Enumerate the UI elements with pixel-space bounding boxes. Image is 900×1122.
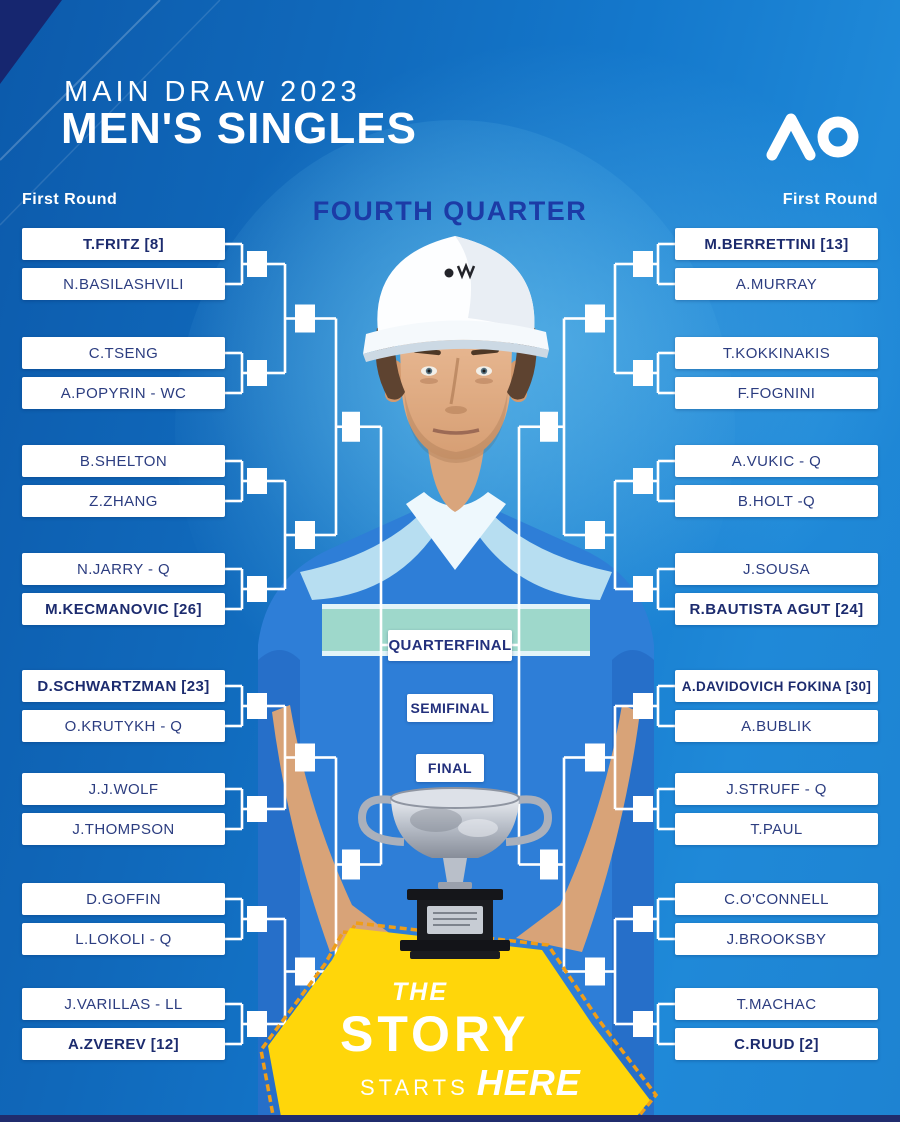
ao-logo-icon xyxy=(760,106,870,166)
player-name: M.KECMANOVIC [26] xyxy=(45,600,202,618)
player-name: A.MURRAY xyxy=(735,275,818,293)
player-box xyxy=(675,710,878,742)
player-name: A.DAVIDOVICH FOKINA [30] xyxy=(681,678,872,694)
event-title: MEN'S SINGLES xyxy=(61,104,417,153)
player-name: T.FRITZ [8] xyxy=(82,235,165,253)
player-name: B.SHELTON xyxy=(79,452,168,470)
player-name: M.BERRETTINI [13] xyxy=(704,235,849,253)
player-box xyxy=(675,377,878,409)
player-box xyxy=(22,377,225,409)
first-round-label-left: First Round xyxy=(22,191,118,208)
player-name: D.GOFFIN xyxy=(86,890,161,908)
player-box xyxy=(675,337,878,369)
quarterfinal-label: QUARTERFINAL xyxy=(388,630,512,661)
story-line-the: THE xyxy=(392,978,448,1006)
player-name: N.JARRY - Q xyxy=(76,560,171,578)
player-box xyxy=(675,485,878,517)
player-box xyxy=(22,485,225,517)
player-name: N.BASILASHVILI xyxy=(63,275,184,293)
player-name: J.SOUSA xyxy=(743,560,810,578)
player-name: B.HOLT -Q xyxy=(737,492,816,510)
player-box xyxy=(675,988,878,1020)
story-banner-text xyxy=(340,980,580,1101)
player-box xyxy=(22,268,225,300)
player-name: O.KRUTYKH - Q xyxy=(64,717,183,735)
player-name: F.FOGNINI xyxy=(737,384,816,402)
player-box xyxy=(22,1028,225,1060)
player-box xyxy=(675,445,878,477)
player-box xyxy=(675,813,878,845)
player-box xyxy=(675,593,878,625)
player-name: J.J.WOLF xyxy=(88,780,159,798)
player-name: T.KOKKINAKIS xyxy=(722,344,831,362)
main-draw-title: MAIN DRAW 2023 xyxy=(64,76,361,108)
player-name: A.ZVEREV [12] xyxy=(67,1035,180,1053)
story-line-here: HERE xyxy=(476,1062,581,1103)
player-name: J.VARILLAS - LL xyxy=(64,995,183,1013)
player-name: D.SCHWARTZMAN [23] xyxy=(37,677,210,695)
player-name: J.BROOKSBY xyxy=(726,930,827,948)
player-name: A.BUBLIK xyxy=(741,717,812,735)
player-name: J.THOMPSON xyxy=(72,820,175,838)
semifinal-label: SEMIFINAL xyxy=(407,694,493,722)
player-name: C.RUUD [2] xyxy=(734,1035,819,1053)
player-box xyxy=(675,883,878,915)
player-name: R.BAUTISTA AGUT [24] xyxy=(689,600,864,618)
player-box xyxy=(22,670,225,702)
quarter-title: FOURTH QUARTER xyxy=(312,196,588,226)
player-name: A.POPYRIN - WC xyxy=(60,384,187,402)
player-box xyxy=(22,228,225,260)
player-box xyxy=(22,773,225,805)
first-round-label-right: First Round xyxy=(782,191,878,208)
player-box xyxy=(675,1028,878,1060)
player-name: C.TSENG xyxy=(88,344,159,362)
player-box xyxy=(22,923,225,955)
player-name: C.O'CONNELL xyxy=(724,890,829,908)
story-line-starts: STARTS xyxy=(360,1075,469,1100)
player-name: A.VUKIC - Q xyxy=(731,452,822,470)
player-box xyxy=(22,813,225,845)
final-label: FINAL xyxy=(416,754,484,782)
player-box xyxy=(675,923,878,955)
player-box xyxy=(675,268,878,300)
player-box xyxy=(675,773,878,805)
player-box xyxy=(22,553,225,585)
player-box xyxy=(22,883,225,915)
player-box xyxy=(675,553,878,585)
bottom-strip xyxy=(0,1115,900,1122)
player-name: L.LOKOLI - Q xyxy=(75,930,172,948)
player-box xyxy=(22,337,225,369)
player-box xyxy=(22,445,225,477)
player-box xyxy=(22,710,225,742)
player-name: T.MACHAC xyxy=(736,995,817,1013)
player-box xyxy=(22,593,225,625)
player-box xyxy=(675,670,878,702)
player-name: T.PAUL xyxy=(750,820,803,838)
player-name: J.STRUFF - Q xyxy=(726,780,827,798)
player-box xyxy=(675,228,878,260)
player-name: Z.ZHANG xyxy=(89,492,158,510)
story-line-story: STORY xyxy=(340,1006,530,1062)
player-box xyxy=(22,988,225,1020)
